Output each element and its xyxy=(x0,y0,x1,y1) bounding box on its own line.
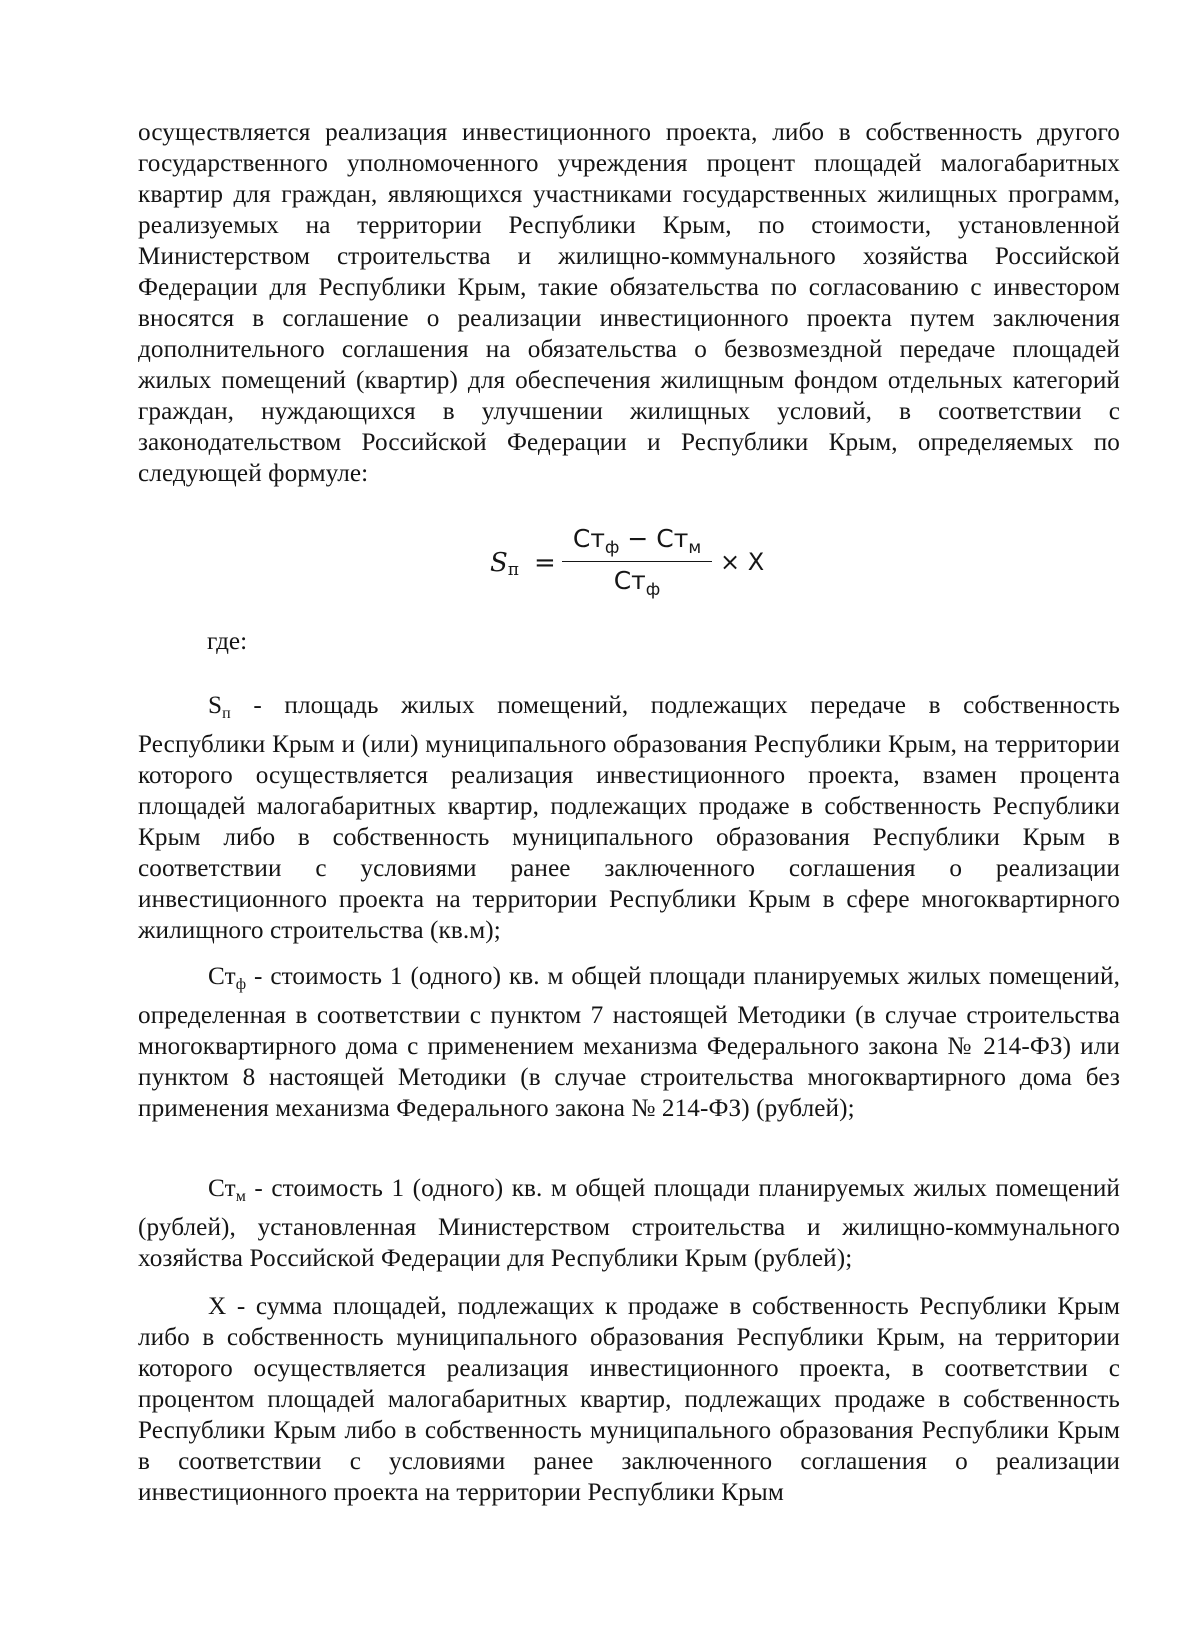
where-label: где: xyxy=(207,628,248,655)
definition-stm-symbol-main: Ст xyxy=(208,1175,236,1202)
formula-den-sub: ф xyxy=(645,580,661,600)
definition-stm xyxy=(138,1173,1120,1274)
definition-sp xyxy=(138,690,1120,946)
definition-stf xyxy=(138,961,1120,1124)
formula-lhs xyxy=(490,548,519,580)
definition-x-text: X - сумма площадей, подлежащих к продаже в собственность Республики Крым либо в собственность муниципального образования Республики Крым, на территории которого осуществляется реализация инвестиционного проекта, в соответствии с процентом площадей малогабаритных квартир, подлежащих продаже в собственность Республики Крым либо в собственность муниципального образования Республики Крым в соответствии с условиями ранее заключенного соглашения о реализации инвестиционного проекта на территории Республики Крым xyxy=(138,1293,1120,1506)
intro-text: осуществляется реализация инвестиционного проекта, либо в собственность другого государственного уполномоченного учреждения процент площадей малогабаритных квартир для граждан, являющихся участниками государственных жилищных программ, реализуемых на территории Республики Крым, по стоимости, установленной Министерством строительства и жилищно-коммунального хозяйства Российской Федерации для Республики Крым, такие обязательства по согласованию с инвестором вносятся в соглашение о реализации инвестиционного проекта путем заключения дополнительного соглашения на обязательства о безвозмездной передаче площадей жилых помещений (квартир) для обеспечения жилищным фондом отдельных категорий граждан, нуждающихся в улучшении жилищных условий, в соответствии с законодательством Российской Федерации и Республики Крым, определяемых по следующей формуле: xyxy=(138,119,1120,487)
formula-lhs-var: S xyxy=(490,548,508,578)
intro-paragraph xyxy=(138,117,1120,489)
definition-stm-symbol-sub: м xyxy=(235,1188,246,1205)
formula-den: Ст xyxy=(613,566,646,595)
definition-stm-symbol xyxy=(208,1175,246,1205)
formula-equals: = xyxy=(534,548,556,578)
formula-minus: − xyxy=(619,524,657,553)
formula-times-x: × X xyxy=(720,548,765,576)
definition-stf-symbol-main: Ст xyxy=(208,963,236,990)
definition-x xyxy=(138,1291,1120,1508)
formula-num-a-sub: ф xyxy=(604,538,620,558)
definition-stf-text: - стоимость 1 (одного) кв. м общей площади планируемых жилых помещений, определенная в соответствии с пунктом 7 настоящей Методики (в случае строительства многоквартирного дома с применением механизма Федерального закона № 214-ФЗ) или пунктом 8 настоящей Методики (в случае строительства многоквартирного дома без применения механизма Федерального закона № 214-ФЗ) (рублей); xyxy=(138,963,1120,1122)
formula-fraction-bar xyxy=(562,561,712,562)
formula-lhs-sub: п xyxy=(507,560,520,580)
definition-sp-symbol-sub: п xyxy=(222,705,231,722)
definition-sp-symbol-main: S xyxy=(208,692,223,719)
definition-sp-text: - площадь жилых помещений, подлежащих передаче в собственность Республики Крым и (или) муниципального образования Республики Крым, на территории которого осуществляется реализация инвестиционного проекта, взамен процента площадей малогабаритных квартир, подлежащих продаже в собственность Республики Крым либо в собственность муниципального образования Республики Крым в соответствии с условиями ранее заключенного соглашения о реализации инвестиционного проекта на территории Республики Крым в сфере многоквартирного жилищного строительства (кв.м); xyxy=(138,692,1120,944)
definition-stm-text: - стоимость 1 (одного) кв. м общей площади планируемых жилых помещений (рублей), установленная Министерством строительства и жилищно-коммунального хозяйства Российской Федерации для Республики Крым (рублей); xyxy=(138,1175,1120,1272)
formula-num-b: Ст xyxy=(656,524,689,553)
formula-denominator xyxy=(562,566,712,600)
formula xyxy=(490,524,780,614)
definition-stf-symbol xyxy=(208,963,247,993)
definition-stf-symbol-sub: ф xyxy=(235,976,247,993)
formula-num-a: Ст xyxy=(572,524,605,553)
formula-numerator xyxy=(562,524,712,558)
definition-sp-symbol xyxy=(208,692,231,722)
formula-num-b-sub: м xyxy=(688,538,702,558)
